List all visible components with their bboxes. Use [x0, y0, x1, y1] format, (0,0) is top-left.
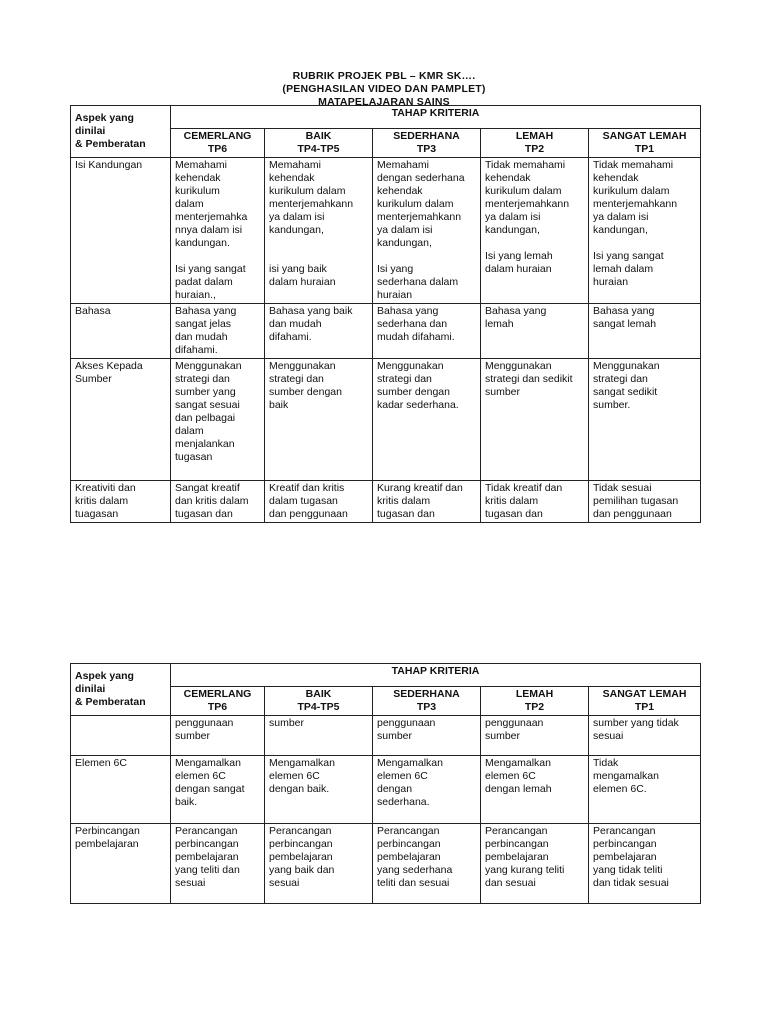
table-cell: Tidak kreatif dan kritis dalam tugasan dan	[481, 481, 589, 523]
header-level-lemah: LEMAH TP2	[481, 129, 589, 158]
row-aspect: Elemen 6C	[71, 756, 171, 824]
table-cell: Memahami kehendak kurikulum dalam menterjemahkann ya dalam isi kandungan, isi yang baik dalam huraian	[265, 158, 373, 304]
table-cell: penggunaan sumber	[481, 716, 589, 756]
title-line-3: MATAPELAJARAN SAINS	[318, 96, 450, 108]
table-cell: Memahami kehendak kurikulum dalam menterjemahka nnya dalam isi kandungan. Isi yang sangat padat dalam huraian.,	[171, 158, 265, 304]
table-cell: Bahasa yang sangat lemah	[589, 304, 701, 359]
table-cell: Kreatif dan kritis dalam tugasan dan penggunaan	[265, 481, 373, 523]
header-level-lemah: LEMAH TP2	[481, 687, 589, 716]
row-aspect: Perbincangan pembelajaran	[71, 824, 171, 904]
table-cell: Tidak mengamalkan elemen 6C.	[589, 756, 701, 824]
row-aspect: Bahasa	[71, 304, 171, 359]
table-cell: sumber yang tidak sesuai	[589, 716, 701, 756]
table-row	[71, 824, 701, 904]
header-aspect: Aspek yang dinilai & Pemberatan	[71, 664, 171, 716]
table-cell: sumber	[265, 716, 373, 756]
table-row	[71, 716, 701, 756]
table-cell: Menggunakan strategi dan sangat sedikit sumber.	[589, 359, 701, 481]
header-level-cemerlang: CEMERLANG TP6	[171, 687, 265, 716]
table-cell: Tidak memahami kehendak kurikulum dalam menterjemahkann ya dalam isi kandungan, Isi yang sangat lemah dalam huraian	[589, 158, 701, 304]
table-cell: Memahami dengan sederhana kehendak kurikulum dalam menterjemahkann ya dalam isi kandungan, Isi yang sederhana dalam huraian	[373, 158, 481, 304]
table-row	[71, 756, 701, 824]
header-row-tahap	[71, 664, 701, 687]
header-level-sangat-lemah: SANGAT LEMAH TP1	[589, 129, 701, 158]
table-cell: Kurang kreatif dan kritis dalam tugasan dan	[373, 481, 481, 523]
table-row	[71, 304, 701, 359]
header-level-sederhana: SEDERHANA TP3	[373, 687, 481, 716]
table-cell: penggunaan sumber	[171, 716, 265, 756]
table-cell: Mengamalkan elemen 6C dengan sederhana.	[373, 756, 481, 824]
row-aspect: Isi Kandungan	[71, 158, 171, 304]
table-cell: Sangat kreatif dan kritis dalam tugasan dan	[171, 481, 265, 523]
header-row-tahap	[71, 106, 701, 129]
title-line-2: (PENGHASILAN VIDEO DAN PAMPLET)	[282, 83, 486, 95]
table-row	[71, 359, 701, 481]
table-cell: Bahasa yang baik dan mudah difahami.	[265, 304, 373, 359]
table-cell: Tidak memahami kehendak kurikulum dalam menterjemahkann ya dalam isi kandungan, Isi yang lemah dalam huraian	[481, 158, 589, 304]
table-row	[71, 158, 701, 304]
header-level-sederhana: SEDERHANA TP3	[373, 129, 481, 158]
table-cell: Perancangan perbincangan pembelajaran yang kurang teliti dan sesuai	[481, 824, 589, 904]
table-cell: Perancangan perbincangan pembelajaran yang teliti dan sesuai	[171, 824, 265, 904]
table-cell: Tidak sesuai pemilihan tugasan dan penggunaan	[589, 481, 701, 523]
table-cell: penggunaan sumber	[373, 716, 481, 756]
header-tahap-kriteria: TAHAP KRITERIA	[171, 106, 701, 129]
row-aspect: Kreativiti dan kritis dalam tuagasan	[71, 481, 171, 523]
table-cell: Menggunakan strategi dan sumber yang sangat sesuai dan pelbagai dalam menjalankan tugasan	[171, 359, 265, 481]
row-aspect: Akses Kepada Sumber	[71, 359, 171, 481]
table-cell: Mengamalkan elemen 6C dengan lemah	[481, 756, 589, 824]
row-aspect	[71, 716, 171, 756]
table-cell: Menggunakan strategi dan sumber dengan baik	[265, 359, 373, 481]
header-level-cemerlang: CEMERLANG TP6	[171, 129, 265, 158]
table-cell: Bahasa yang sederhana dan mudah difahami.	[373, 304, 481, 359]
table-row	[71, 481, 701, 523]
header-level-baik: BAIK TP4-TP5	[265, 129, 373, 158]
header-aspect: Aspek yang dinilai & Pemberatan	[71, 106, 171, 158]
table-cell: Mengamalkan elemen 6C dengan sangat baik.	[171, 756, 265, 824]
header-tahap-kriteria: TAHAP KRITERIA	[171, 664, 701, 687]
header-level-baik: BAIK TP4-TP5	[265, 687, 373, 716]
title-line-1: RUBRIK PROJEK PBL – KMR SK….	[292, 70, 476, 82]
rubric-table-1	[70, 105, 701, 523]
table-cell: Perancangan perbincangan pembelajaran yang sederhana teliti dan sesuai	[373, 824, 481, 904]
table-cell: Bahasa yang sangat jelas dan mudah difahami.	[171, 304, 265, 359]
table-cell: Perancangan perbincangan pembelajaran yang baik dan sesuai	[265, 824, 373, 904]
header-level-sangat-lemah: SANGAT LEMAH TP1	[589, 687, 701, 716]
table-cell: Menggunakan strategi dan sumber dengan kadar sederhana.	[373, 359, 481, 481]
table-cell: Menggunakan strategi dan sedikit sumber	[481, 359, 589, 481]
document-title	[0, 70, 768, 109]
table-cell: Mengamalkan elemen 6C dengan baik.	[265, 756, 373, 824]
rubric-table-2	[70, 663, 701, 904]
table-cell: Perancangan perbincangan pembelajaran yang tidak teliti dan tidak sesuai	[589, 824, 701, 904]
table-cell: Bahasa yang lemah	[481, 304, 589, 359]
